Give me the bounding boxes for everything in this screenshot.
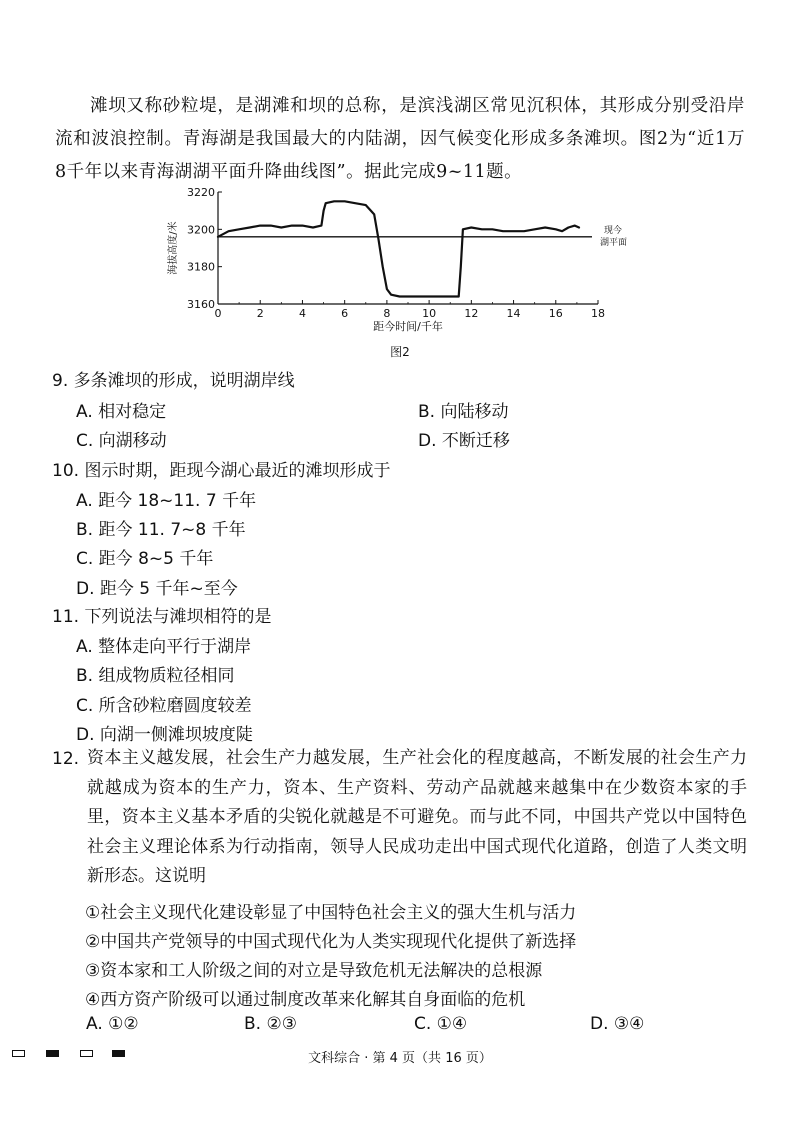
- x-tick-label: 2: [256, 307, 264, 320]
- y-axis-label: 海拔高度/米: [168, 221, 179, 275]
- y-tick-label: 3220: [187, 186, 215, 199]
- q12-option-b: B. ②③: [244, 1014, 297, 1034]
- q11-option-a: A. 整体走向平行于湖岸: [76, 637, 252, 657]
- q9-option-a: A. 相对稳定: [76, 402, 167, 422]
- q9-option-b: B. 向陆移动: [418, 402, 509, 422]
- x-tick-label: 8: [383, 307, 391, 320]
- q9-option-c: C. 向湖移动: [76, 431, 167, 451]
- q11-stem: 11. 下列说法与滩坝相符的是: [52, 607, 272, 627]
- q10-option-a: A. 距今 18~11. 7 千年: [76, 491, 257, 511]
- lake-level-chart: [160, 180, 640, 370]
- q11-option-d: D. 向湖一侧滩坝坡度陡: [76, 725, 253, 745]
- reference-line-label: 现今: [604, 225, 623, 236]
- x-tick-label: 0: [214, 307, 222, 320]
- q12-option-d: D. ③④: [590, 1014, 645, 1034]
- figure-caption: 图2: [390, 345, 410, 359]
- q12-option-c: C. ①④: [414, 1014, 468, 1034]
- lake-level-line: [218, 201, 579, 296]
- q10-stem: 10. 图示时期，距现今湖心最近的滩坝形成于: [52, 461, 391, 481]
- q12-statement-3: ③资本家和工人阶级之间的对立是导致危机无法解决的总根源: [85, 961, 543, 981]
- y-tick-label: 3160: [187, 298, 215, 311]
- q12-statement-2: ②中国共产党领导的中国式现代化为人类实现现代化提供了新选择: [85, 932, 577, 952]
- q9-option-d: D. 不断迁移: [418, 431, 510, 451]
- x-tick-label: 6: [341, 307, 349, 320]
- page-footer: 文科综合 · 第 4 页（共 16 页）: [308, 1051, 492, 1066]
- x-tick-label: 10: [422, 307, 437, 320]
- q10-option-c: C. 距今 8~5 千年: [76, 549, 214, 569]
- x-tick-label: 4: [298, 307, 306, 320]
- q12-option-a: A. ①②: [86, 1014, 139, 1034]
- x-tick-label: 12: [464, 307, 479, 320]
- intro-paragraph: 滩坝又称砂粒堤，是湖滩和坝的总称，是滨浅湖区常见沉积体，其形成分别受沿岸流和波浪控制。青海湖是我国最大的内陆湖，因气候变化形成多条滩坝。图2为“近1万8千年以来青海湖湖平面升降曲线图”。据此完成9~11题。: [55, 96, 745, 182]
- q12-statement-1: ①社会主义现代化建设彰显了中国特色社会主义的强大生机与活力: [85, 903, 577, 923]
- q11-option-b: B. 组成物质粒径相同: [76, 666, 235, 686]
- q10-option-b: B. 距今 11. 7~8 千年: [76, 520, 246, 540]
- x-tick-label: 14: [506, 307, 521, 320]
- y-tick-label: 3180: [187, 260, 215, 274]
- x-tick-label: 16: [548, 307, 563, 320]
- y-tick-label: 3200: [187, 223, 215, 237]
- q9-stem: 9. 多条滩坝的形成，说明湖岸线: [52, 371, 295, 391]
- q12-number: 12.: [52, 749, 80, 769]
- lake-level-chart-svg: [160, 180, 640, 370]
- reference-line-label: 湖平面: [600, 237, 628, 248]
- x-tick-label: 18: [591, 307, 605, 320]
- q11-option-c: C. 所含砂粒磨圆度较差: [76, 696, 252, 716]
- q12-stem: 资本主义越发展，社会生产力越发展，生产社会化的程度越高，不断发展的社会生产力就越成为资本的生产力，资本、生产资料、劳动产品就越来越集中在少数资本家的手里，资本主义基本矛盾的尖锐化就越是不可避免。而与此不同，中国共产党以中国特色社会主义理论体系为行动指南，领导人民成功走出中国式现代化道路，创造了人类文明新形态。这说明: [87, 748, 747, 886]
- x-axis-label: 距今时间/千年: [373, 320, 443, 333]
- q12-statement-4: ④西方资产阶级可以通过制度改革来化解其自身面临的危机: [85, 990, 526, 1010]
- q10-option-d: D. 距今 5 千年~至今: [76, 579, 238, 599]
